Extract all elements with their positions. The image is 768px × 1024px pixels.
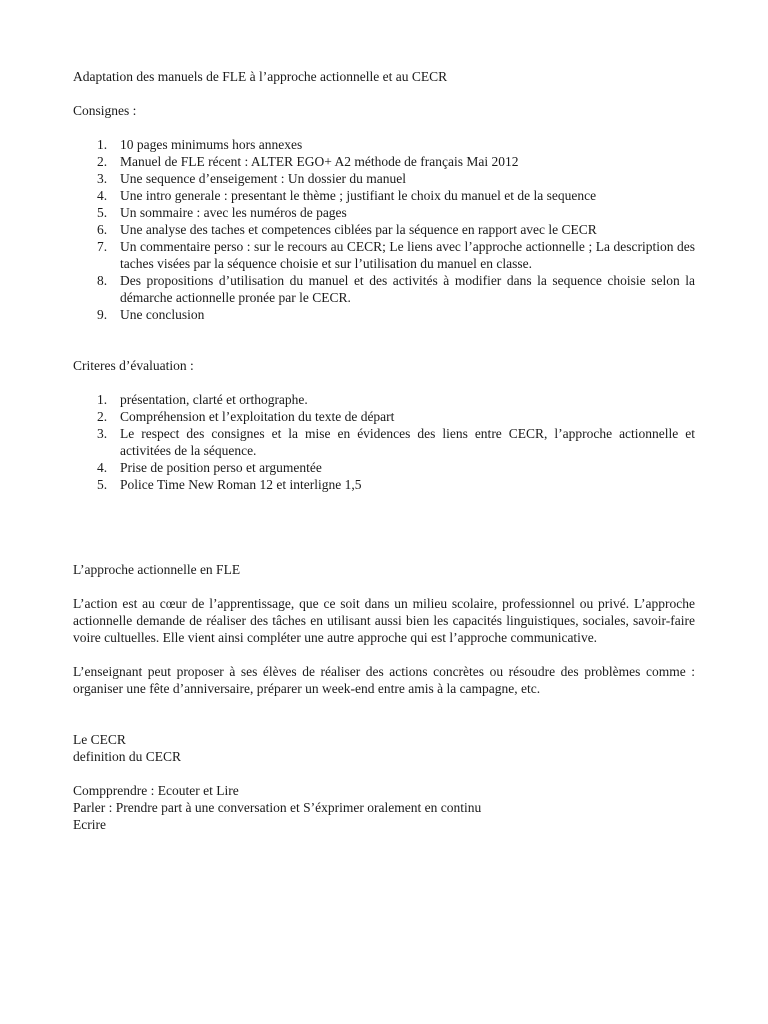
list-number: 3.	[97, 426, 108, 441]
list-item	[73, 204, 695, 221]
list-text: Un sommaire : avec les numéros de pages	[120, 205, 347, 220]
list-text: présentation, clarté et orthographe.	[120, 392, 308, 407]
list-text: Le respect des consignes et la mise en évidences des liens entre CECR, l’approche actionnelle et activitées de la séquence.	[120, 426, 695, 458]
list-text: Manuel de FLE récent : ALTER EGO+ A2 méthode de français Mai 2012	[120, 154, 519, 169]
list-number: 6.	[97, 222, 108, 237]
document-page	[73, 68, 695, 833]
list-item	[73, 391, 695, 408]
list-text: Prise de position perso et argumentée	[120, 460, 322, 475]
list-text: Des propositions d’utilisation du manuel et des activités à modifier dans la sequence choisie selon la démarche actionnelle pronée par le CECR.	[120, 273, 695, 305]
list-number: 2.	[97, 409, 108, 424]
list-text: 10 pages minimums hors annexes	[120, 137, 303, 152]
list-text: Une conclusion	[120, 307, 205, 322]
parler-line: Parler : Prendre part à une conversation et S’éxprimer oralement en continu	[73, 800, 482, 815]
approche-paragraph-2: L’enseignant peut proposer à ses élèves de réaliser des actions concrètes ou résoudre des problèmes comme : organiser une fête d’anniversaire, préparer un week-end entre amis à la campagne, etc.	[73, 664, 695, 696]
list-number: 4.	[97, 460, 108, 475]
consignes-heading: Consignes :	[73, 103, 137, 118]
list-number: 2.	[97, 154, 108, 169]
list-text: Un commentaire perso : sur le recours au CECR; Le liens avec l’approche actionnelle ; La description des taches visées par la séquence choisie et sur l’utilisation du manuel en classe.	[120, 239, 695, 271]
list-number: 5.	[97, 477, 108, 492]
list-item	[73, 425, 695, 459]
list-text: Une analyse des taches et competences ciblées par la séquence en rapport avec le CECR	[120, 222, 597, 237]
list-item	[73, 476, 695, 493]
list-number: 9.	[97, 307, 108, 322]
criteres-heading: Criteres d’évaluation :	[73, 358, 194, 373]
list-text: Police Time New Roman 12 et interligne 1,5	[120, 477, 362, 492]
list-item	[73, 221, 695, 238]
list-number: 7.	[97, 239, 108, 254]
list-number: 3.	[97, 171, 108, 186]
list-item	[73, 238, 695, 272]
list-item	[73, 408, 695, 425]
list-text: Une intro generale : presentant le thème ; justifiant le choix du manuel et de la sequence	[120, 188, 597, 203]
ecrire-line: Ecrire	[73, 817, 106, 832]
list-number: 1.	[97, 137, 108, 152]
cecr-heading: Le CECR	[73, 732, 126, 747]
cecr-definition: definition du CECR	[73, 749, 181, 764]
list-item	[73, 306, 695, 323]
comprendre-line: Compprendre : Ecouter et Lire	[73, 783, 239, 798]
list-number: 8.	[97, 273, 108, 288]
list-text: Compréhension et l’exploitation du texte de départ	[120, 409, 395, 424]
list-item	[73, 459, 695, 476]
consignes-list	[73, 136, 695, 323]
approche-paragraph-1: L’action est au cœur de l’apprentissage, que ce soit dans un milieu scolaire, professionnel ou privé. L’approche actionnelle demande de réaliser des tâches en utilisant aussi bien les capacités linguistiques, sociales, savoir-faire voire cultuelles. Elle vient ainsi compléter une autre approche qui est l’approche communicative.	[73, 596, 695, 645]
list-number: 4.	[97, 188, 108, 203]
list-item	[73, 272, 695, 306]
list-item	[73, 153, 695, 170]
document-title: Adaptation des manuels de FLE à l’approche actionnelle et au CECR	[73, 69, 448, 84]
list-number: 5.	[97, 205, 108, 220]
list-item	[73, 136, 695, 153]
approche-heading: L’approche actionnelle en FLE	[73, 562, 241, 577]
list-text: Une sequence d’enseigement : Un dossier du manuel	[120, 171, 407, 186]
criteres-list	[73, 391, 695, 493]
list-item	[73, 170, 695, 187]
list-number: 1.	[97, 392, 108, 407]
list-item	[73, 187, 695, 204]
